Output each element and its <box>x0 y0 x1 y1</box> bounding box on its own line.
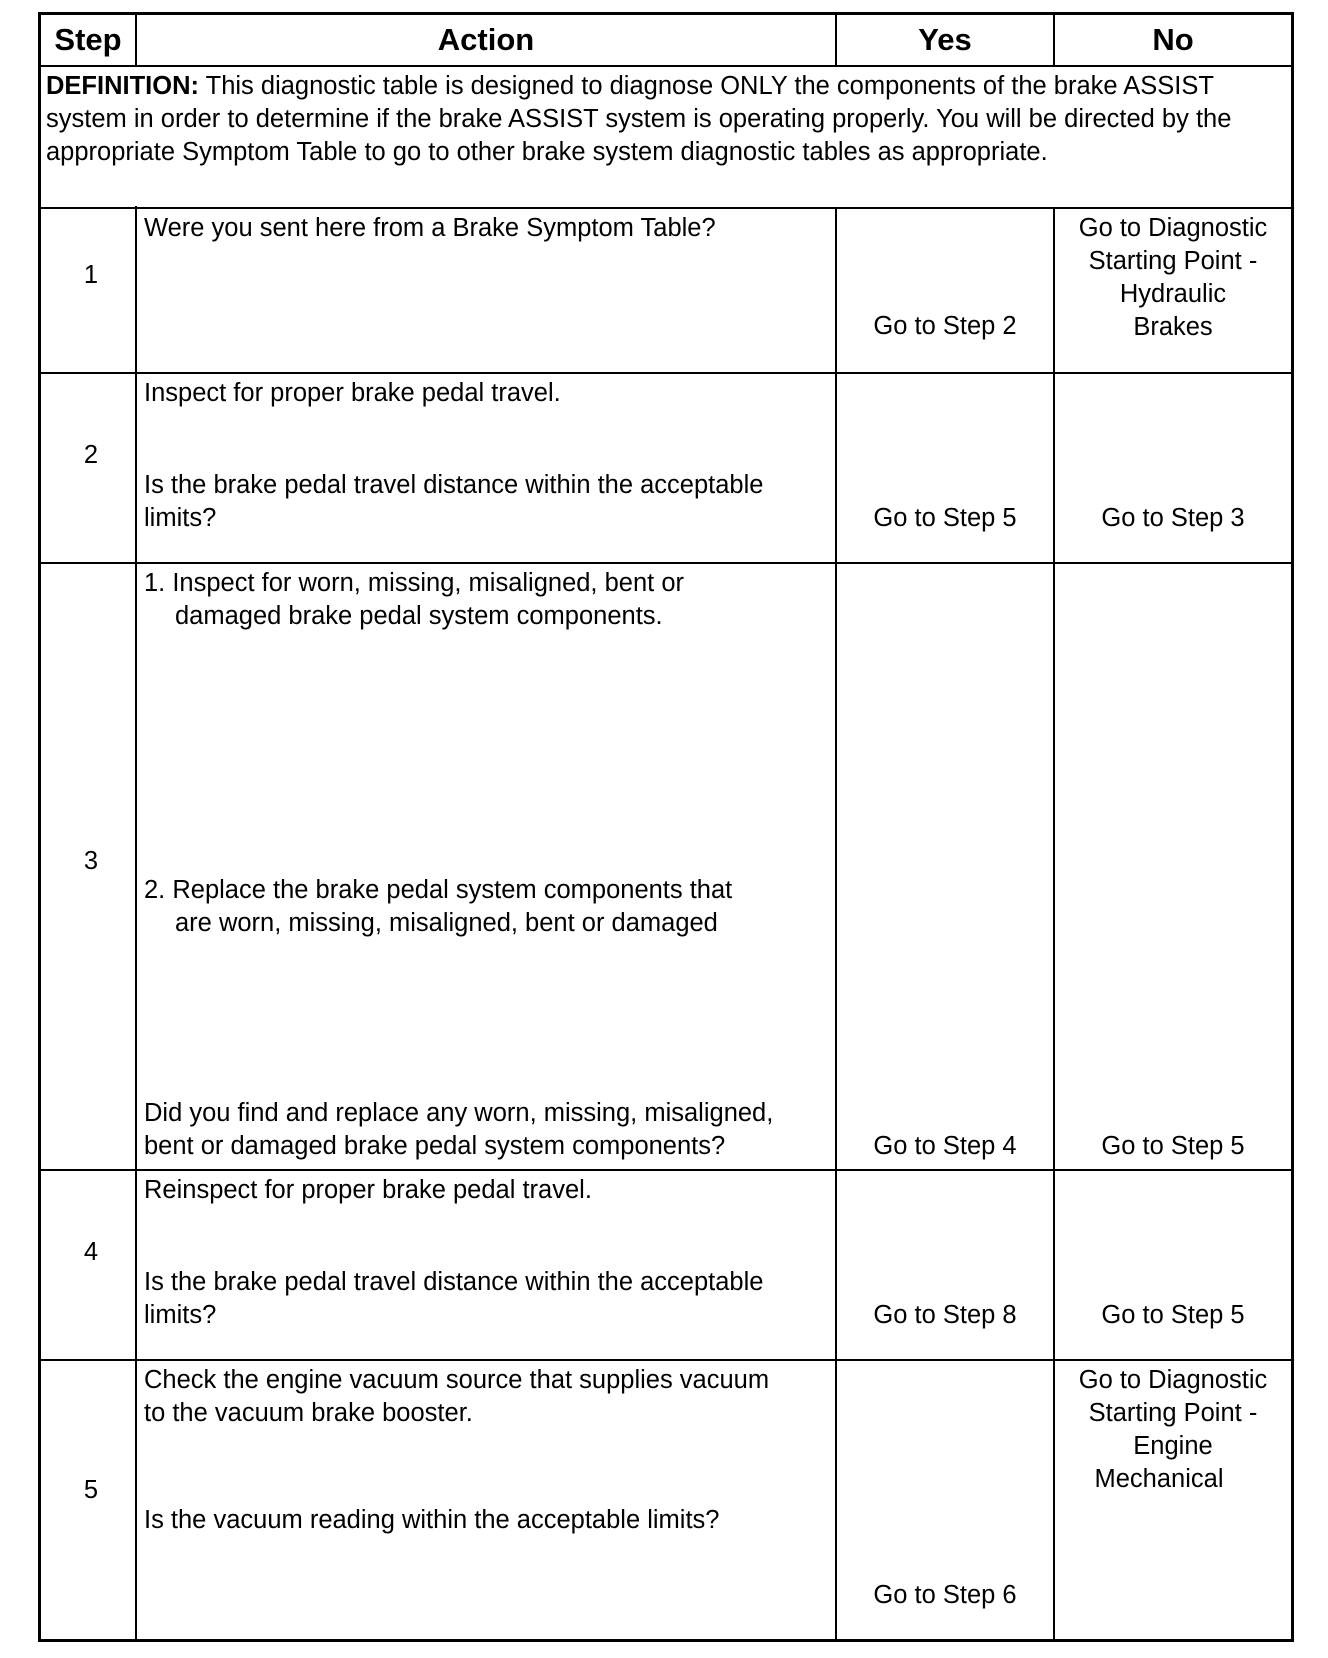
definition-body: This diagnostic table is designed to diagnose ONLY the components of the brake ASSIST system in order to determine if the brake ASSIST system is operating properly. You will be directed by the appropriate Symptom Table to go to other brake system diagnostic tables as appropriate. <box>46 72 1232 166</box>
row-divider <box>41 1359 1291 1361</box>
no-action: Go to Diagnostic <box>1078 1366 1268 1394</box>
action-text: Check the engine vacuum source that supplies vacuum <box>144 1366 770 1394</box>
action-text: Were you sent here from a Brake Symptom Table? <box>144 214 716 242</box>
yes-action: Go to Step 8 <box>873 1301 1017 1329</box>
step-number: 4 <box>83 1238 99 1266</box>
no-action: Go to Diagnostic <box>1078 214 1268 242</box>
header-step: Step <box>54 22 122 57</box>
no-action: Go to Step 5 <box>1101 1132 1245 1160</box>
action-text: Inspect for proper brake pedal travel. <box>144 379 561 407</box>
no-action: Mechanical <box>1094 1465 1224 1493</box>
action-text: 1. Inspect for worn, missing, misaligned, bent or <box>144 569 684 597</box>
action-text: bent or damaged brake pedal system components? <box>144 1132 726 1160</box>
no-action: Brakes <box>1133 313 1213 341</box>
action-text: Reinspect for proper brake pedal travel. <box>144 1176 592 1204</box>
action-text: limits? <box>144 504 217 532</box>
action-text: Is the brake pedal travel distance within the acceptable <box>144 471 764 499</box>
action-text: to the vacuum brake booster. <box>144 1399 473 1427</box>
step-number: 2 <box>83 441 99 469</box>
definition-label: DEFINITION: <box>46 72 199 100</box>
header-action: Action <box>437 22 535 57</box>
action-text: Is the brake pedal travel distance within the acceptable <box>144 1268 764 1296</box>
row-divider <box>41 207 1291 209</box>
yes-action: Go to Step 5 <box>873 504 1017 532</box>
no-action: Starting Point - <box>1088 1399 1258 1427</box>
action-text: 2. Replace the brake pedal system components that <box>144 876 733 904</box>
yes-action: Go to Step 4 <box>873 1132 1017 1160</box>
yes-action: Go to Step 2 <box>873 312 1017 340</box>
no-action: Go to Step 5 <box>1101 1301 1245 1329</box>
no-action: Engine <box>1133 1432 1213 1460</box>
action-text: damaged brake pedal system components. <box>175 602 663 630</box>
action-text: Is the vacuum reading within the acceptable limits? <box>144 1506 720 1534</box>
header-yes: Yes <box>918 22 972 57</box>
row-divider <box>41 1169 1291 1171</box>
col-divider <box>835 207 837 1641</box>
step-number: 3 <box>83 847 99 875</box>
no-action: Go to Step 3 <box>1101 504 1245 532</box>
no-action: Hydraulic <box>1119 280 1227 308</box>
action-text: limits? <box>144 1301 217 1329</box>
no-action: Starting Point - <box>1088 247 1258 275</box>
step-number: 1 <box>83 261 99 289</box>
definition-text <box>46 70 1286 169</box>
row-divider <box>41 372 1291 374</box>
diagnostic-table <box>38 12 1294 1642</box>
header-no: No <box>1152 22 1194 57</box>
row-divider <box>41 562 1291 564</box>
step-number: 5 <box>83 1476 99 1504</box>
action-text: are worn, missing, misaligned, bent or damaged <box>175 909 718 937</box>
action-text: Did you find and replace any worn, missing, misaligned, <box>144 1099 774 1127</box>
yes-action: Go to Step 6 <box>873 1581 1017 1609</box>
